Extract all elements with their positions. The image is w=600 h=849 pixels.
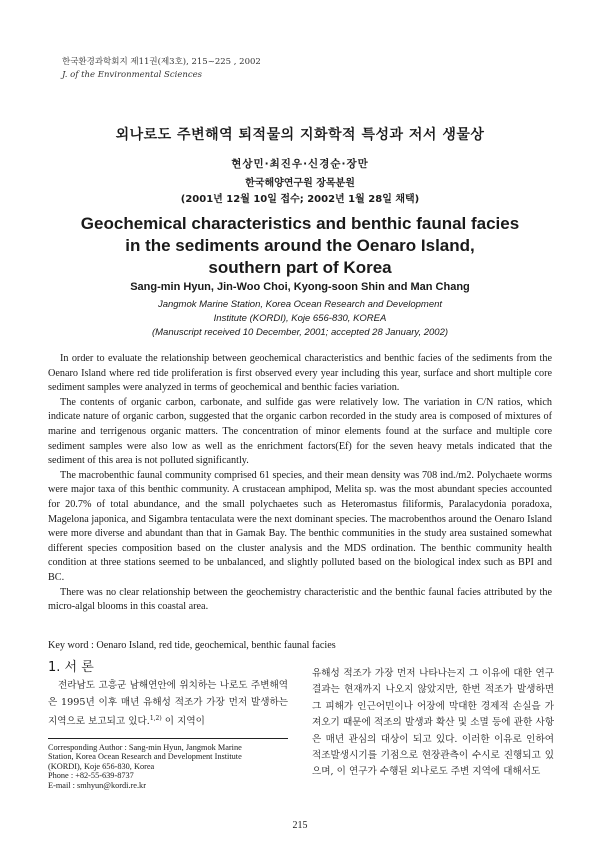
correspondence-email: E-mail : smhyun@kordi.re.kr <box>48 780 146 790</box>
abstract-paragraph: There was no clear relationship between the geochemistry characteristic and the benthic faunal facies attributed by the micro-algal blooms in this coastal area. <box>48 586 552 613</box>
intro-text-end: 이 지역이 <box>161 716 205 728</box>
korean-authors: 현상민·최진우·신경순·장만 <box>231 158 369 170</box>
intro-text: 전라남도 고흥군 남해연안에 위치하는 나로도 주변해역은 1995년 이후 매년 유해성 적조가 가장 먼저 발생하는 지역으로 보고되고 있다. <box>48 680 288 728</box>
paper-authors: Sang-min Hyun, Jin-Woo Choi, Kyong-soon Shin and Man Chang <box>130 281 470 293</box>
intro-left-column <box>48 660 288 731</box>
affiliation <box>0 298 600 340</box>
journal-name-english: J. of the Environmental Sciences <box>62 70 203 80</box>
intro-paragraph <box>48 678 288 730</box>
abstract-paragraph: The contents of organic carbon, carbonate, and sulfide gas were relatively low. The variation in C/N ratios, which indicate nature of organic carbon, suggested that the organic carbon recorded in the study area is composed of mixtures of marine and terrigenous organic matters. The concentration of minor elements found at the surface and multiple core sediment samples were also low as well as the enrichment factors(Ef) for the seven heavy metals indicated that the sediment of this area is not polluted significantly. <box>48 396 552 467</box>
correspondence-footnote <box>48 743 288 790</box>
keywords: Key word : Oenaro Island, red tide, geochemical, benthic faunal facies <box>48 640 336 651</box>
manuscript-dates: (Manuscript received 10 December, 2001; accepted 28 January, 2002) <box>151 327 449 338</box>
footnote-divider <box>48 738 288 739</box>
correspondence-line: Station, Korea Ocean Research and Development Institute <box>48 752 242 762</box>
journal-citation <box>62 56 261 82</box>
page-number: 215 <box>292 820 308 831</box>
abstract-paragraph: The macrobenthic faunal community comprised 61 species, and their mean density was 708 ind./m2. Polychaete worms were major taxa of this benthic community. A crustacean amphipod, Melita sp. was the most abundant species accounted for 20.7% of total abundance, and the small polychaetes such as Heteromastus filiformis, Paralacydonia poradoxa, Magelona japonica, and Sigambra tentaculata were the next dominant species. The macrobenthos around the Oenaro Island were more diverse and abundant than that in Gamak Bay. The benthic communities in the study area sustained somewhat different species composition based on the cluster analysis and the MDS ordination. The benthic community health condition at three stations seemed to be unbalanced, and slightly polluted based on the biological index such as BPI and BC. <box>48 469 552 583</box>
korean-title: 외나로도 주변해역 퇴적물의 지화학적 특성과 저서 생물상 <box>115 127 485 143</box>
abstract-paragraph: In order to evaluate the relationship between geochemical characteristics and benthic facies of the sediments from the Oenaro Island where red tide proliferation is first observed every year including this year, surface and short multiple core sediment samples were analyzed in terms of geochemical and benthic facies variation. <box>48 353 552 394</box>
correspondence-line: (KORDI), Koje 656-830, Korea <box>48 761 155 771</box>
korean-institution: 한국해양연구원 장목분원 <box>245 178 355 189</box>
correspondence-line: Corresponding Author : Sang-min Hyun, Jangmok Marine <box>48 743 242 752</box>
journal-citation-korean: 한국환경과학회지 제11권(제3호), 215~225 , 2002 <box>62 57 261 67</box>
korean-dates: (2001년 12월 10일 접수; 2002년 1월 28일 채택) <box>180 194 420 205</box>
abstract <box>48 352 552 615</box>
affiliation-line: Jangmok Marine Station, Korea Ocean Research and Development <box>157 299 443 310</box>
affiliation-line: Institute (KORDI), Koje 656-830, KOREA <box>213 313 387 324</box>
paper-title <box>0 213 600 279</box>
intro-right-column: 유해성 적조가 가장 먼저 나타나는지 그 이유에 대한 연구결과는 현재까지 나오지 않았지만, 한번 적조가 발생하면 그 피해가 인근어민이나 어장에 막대한 경제적 손실을 가져오기 때문에 적조의 발생과 확산 및 소멸 등에 관한 사항은 매년 관심의 대상이 되고 있다. 이러한 이유로 인하여 적조발생시기를 기점으로 현장관측이 수시로 진행되고 있으며, 이 연구가 수행된 외나로도 주변 지역에 대해서도 <box>312 668 554 778</box>
correspondence-phone: Phone : +82-55-639-8737 <box>48 771 134 781</box>
paper-title-line: Geochemical characteristics and benthic faunal facies <box>80 214 520 233</box>
paper-title-line: in the sediments around the Oenaro Island, <box>125 236 475 255</box>
paper-title-line: southern part of Korea <box>208 258 392 277</box>
citation-superscript: 1,2) <box>149 715 162 723</box>
section-heading: 1. 서 론 <box>48 660 94 675</box>
